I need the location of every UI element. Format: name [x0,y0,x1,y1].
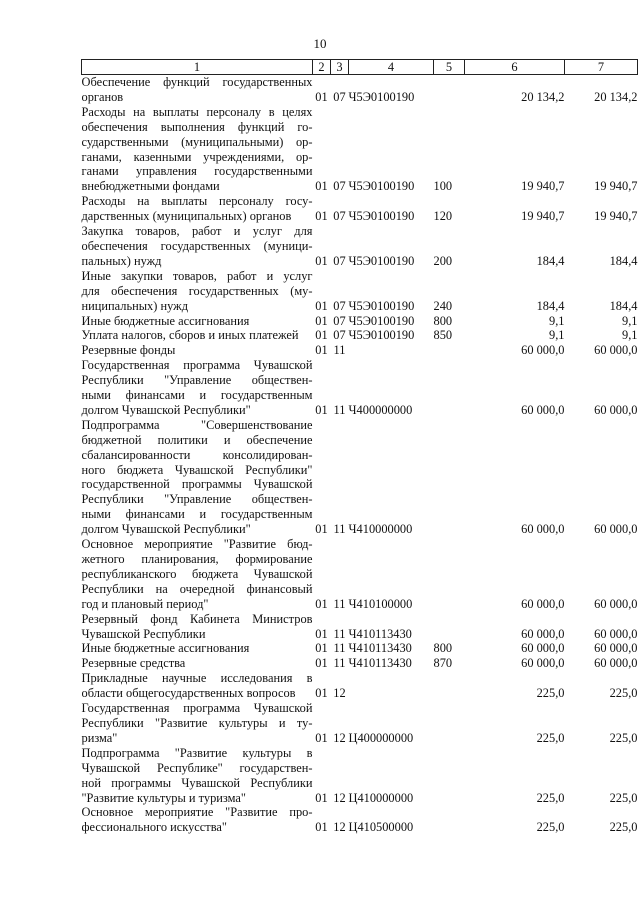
row-name-line: долгом Чувашской Республики" [81,402,251,417]
section-code: 01 [315,522,328,537]
expense-type-code [434,358,465,418]
row-name-line: Республики на очередной финансовый [81,581,313,596]
expense-type-code [434,343,465,358]
expense-type-code: 120 [433,209,453,224]
row-name-line: бюджетной политики и обеспечение [81,432,313,447]
subsection-code: 12 [333,730,346,745]
expense-type-code: 100 [433,179,453,194]
row-name [82,194,313,224]
row-name-line: для обеспечения государственных (му- [81,283,313,298]
row-name-line: ного бюджета Чувашской Республики" [81,462,313,477]
amount-col-6: 9,1 [549,328,565,343]
amount-col-7: 225,0 [609,686,638,701]
row-name-line: дарственных (муниципальных) органов [81,209,292,224]
section-code: 01 [315,209,328,224]
row-name-line: сударственными (муниципальными) ор- [81,134,313,149]
column-header: 4 [349,60,434,75]
row-name-line: ниципальных) нужд [81,298,189,313]
row-name-line: внебюджетными фондами [81,179,220,194]
target-article-code: Ч400000000 [348,402,413,417]
table-row [82,671,638,701]
row-name [82,224,313,269]
section-code: 01 [315,730,328,745]
subsection-code: 11 [333,402,346,417]
table-row [82,641,638,656]
row-name-line: ганами, казенными учреждениями, ор- [81,149,313,164]
amount-col-7: 225,0 [609,790,638,805]
subsection-code: 11 [333,626,346,641]
target-article-code: Ч5Э0100190 [348,313,415,328]
row-name-line: Расходы на выплаты персоналу госу- [81,194,313,209]
amount-col-7: 225,0 [609,820,638,835]
amount-col-7: 9,1 [622,328,638,343]
row-name-line: государственной программы Чувашской [81,477,313,492]
target-article-code [349,343,434,358]
table-row [82,343,638,358]
expense-type-code [434,805,465,835]
table-row [82,314,638,329]
subsection-code: 07 [333,253,346,268]
row-name [82,418,313,537]
row-name [82,612,313,642]
section-code: 01 [315,253,328,268]
column-header: 5 [434,60,465,75]
amount-col-6: 225,0 [536,790,565,805]
row-name [82,328,313,343]
amount-col-6: 225,0 [536,820,565,835]
row-name-line: Резервные фонды [81,343,176,358]
row-name-line: год и плановый период" [81,596,209,611]
subsection-code: 07 [333,209,346,224]
section-code: 01 [315,313,328,328]
subsection-code: 07 [333,179,346,194]
subsection-code: 12 [333,820,346,835]
row-name-line: Иные бюджетные ассигнования [81,313,250,328]
target-article-code: Ч410113430 [348,656,412,671]
expense-type-code [434,612,465,642]
expense-type-code [434,537,465,612]
section-code: 01 [315,686,328,701]
target-article-code: Ч5Э0100190 [348,179,415,194]
row-name-line: Чувашской Республики [81,626,206,641]
row-name [82,805,313,835]
expense-type-code [434,75,465,105]
amount-col-7: 60 000,0 [594,522,638,537]
table-row [82,269,638,314]
section-code: 01 [315,89,328,104]
subsection-code: 11 [333,522,346,537]
amount-col-7: 60 000,0 [594,626,638,641]
section-code: 01 [315,402,328,417]
amount-col-7: 184,4 [609,298,638,313]
amount-col-7: 20 134,2 [594,89,638,104]
row-name-line: "Развитие культуры и туризма" [81,790,246,805]
row-name [82,671,313,701]
expense-type-code: 800 [433,313,453,328]
section-code: 01 [315,298,328,313]
table-row [82,537,638,612]
section-code: 01 [315,656,328,671]
section-code: 01 [315,343,328,358]
row-name-line: пальных) нужд [81,253,162,268]
table-row [82,328,638,343]
column-header: 2 [313,60,331,75]
table-row [82,805,638,835]
row-name-line: обеспечения государственных (муници- [81,238,313,253]
section-code: 01 [315,328,328,343]
target-article-code: Ч410000000 [348,522,413,537]
row-name-line: Обеспечение функций государственных [81,75,313,89]
expense-type-code: 850 [433,328,453,343]
section-code: 01 [315,641,328,656]
row-name-line: Подпрограмма "Развитие культуры в [81,745,313,760]
row-name [82,105,313,194]
section-code: 01 [315,596,328,611]
row-name [82,75,313,105]
row-name-line: жетного планирования, формирование [81,552,313,566]
row-name [82,641,313,656]
row-name-line: ризма" [81,730,118,745]
row-name-line: Республики "Управление обществен- [81,492,313,507]
budget-table [81,59,638,835]
target-article-code: Ч5Э0100190 [348,298,415,313]
subsection-code: 11 [333,641,346,656]
target-article-code: Ч410113430 [348,641,412,656]
row-name-line: Резервные средства [81,656,186,671]
subsection-code: 11 [333,596,346,611]
subsection-code: 07 [333,298,346,313]
table-row [82,612,638,642]
amount-col-6: 60 000,0 [521,626,565,641]
table-row [82,746,638,806]
column-header: 7 [565,60,638,75]
expense-type-code: 800 [433,641,453,656]
column-header: 3 [331,60,349,75]
amount-col-7: 225,0 [609,730,638,745]
target-article-code: Ч410113430 [348,626,412,641]
amount-col-6: 225,0 [536,730,565,745]
target-article-code: Ч410100000 [348,596,413,611]
table-row [82,194,638,224]
target-article-code [349,671,434,701]
page-number: 10 [313,36,327,51]
amount-col-6: 184,4 [536,253,565,268]
table-row [82,75,638,105]
amount-col-6: 19 940,7 [521,179,565,194]
expense-type-code [434,418,465,537]
row-name-line: сбалансированности консолидирован- [81,447,313,462]
expense-type-code: 200 [433,253,453,268]
amount-col-6: 60 000,0 [521,402,565,417]
amount-col-7: 184,4 [609,253,638,268]
row-name [82,358,313,418]
target-article-code: Ц400000000 [348,730,414,745]
target-article-code: Ч5Э0100190 [348,209,415,224]
amount-col-6: 60 000,0 [521,522,565,537]
expense-type-code: 870 [433,656,453,671]
amount-col-6: 19 940,7 [521,209,565,224]
table-row [82,656,638,671]
row-name [82,269,313,314]
expense-type-code: 240 [433,298,453,313]
table-row [82,418,638,537]
subsection-code: 07 [333,89,346,104]
row-name-line: Чувашской Республике" государствен- [81,760,313,775]
row-name-line: области общегосударственных вопросов [81,686,296,701]
row-name [82,701,313,746]
row-name-line: долгом Чувашской Республики" [81,522,251,537]
expense-type-code [434,701,465,746]
row-name-line: Республики "Управление обществен- [81,373,313,388]
target-article-code: Ч5Э0100190 [348,328,415,343]
amount-col-7: 60 000,0 [594,596,638,611]
row-name-line: Основное мероприятие "Развитие бюд- [81,537,313,552]
amount-col-6: 60 000,0 [521,596,565,611]
row-name-line: фессионального искусства" [81,820,227,835]
target-article-code: Ц410500000 [348,820,414,835]
table-body [82,75,638,836]
section-code: 01 [315,820,328,835]
subsection-code: 12 [333,790,346,805]
amount-col-7: 19 940,7 [594,179,638,194]
amount-col-6: 20 134,2 [521,89,565,104]
subsection-code: 07 [333,313,346,328]
target-article-code: Ч5Э0100190 [348,253,415,268]
amount-col-6: 9,1 [549,313,565,328]
row-name [82,537,313,612]
row-name-line: органов [81,89,124,104]
row-name-line: ганами управления государственными [81,164,313,179]
row-name-line: ной программы Чувашской Республики [81,775,313,790]
column-header: 1 [82,60,313,75]
row-name-line: Государственная программа Чувашской [81,701,313,716]
amount-col-6: 225,0 [536,686,565,701]
row-name [82,746,313,806]
row-name-line: Подпрограмма "Совершенствование [81,417,313,432]
amount-col-7: 60 000,0 [594,402,638,417]
section-code: 01 [315,626,328,641]
expense-type-code [434,671,465,701]
subsection-code: 12 [333,686,346,701]
table-row [82,358,638,418]
row-name-line: ными финансами и государственным [81,507,313,522]
amount-col-6: 60 000,0 [521,641,565,656]
amount-col-6: 60 000,0 [521,343,565,358]
row-name [82,343,313,358]
row-name-line: республиканского бюджета Чувашской [81,566,313,581]
row-name-line: Основное мероприятие "Развитие про- [81,805,313,820]
section-code: 01 [315,790,328,805]
amount-col-6: 184,4 [536,298,565,313]
table-header-row [82,60,638,75]
table-row [82,701,638,746]
target-article-code: Ч5Э0100190 [348,89,415,104]
row-name-line: Закупка товаров, работ и услуг для [81,224,313,239]
amount-col-6: 60 000,0 [521,656,565,671]
row-name [82,314,313,329]
row-name-line: Иные бюджетные ассигнования [81,641,250,656]
row-name-line: Республики "Развитие культуры и ту- [81,715,313,730]
column-header: 6 [465,60,565,75]
amount-col-7: 9,1 [622,313,638,328]
table-row [82,224,638,269]
subsection-code: 11 [333,656,346,671]
amount-col-7: 19 940,7 [594,209,638,224]
row-name-line: Уплата налогов, сборов и иных платежей [81,328,299,343]
row-name-line: Резервный фонд Кабинета Министров [81,611,313,626]
row-name-line: обеспечения выполнения функций го- [81,119,313,134]
amount-col-7: 60 000,0 [594,343,638,358]
subsection-code: 07 [333,328,346,343]
row-name-line: Расходы на выплаты персоналу в целях [81,104,313,119]
expense-type-code [434,746,465,806]
target-article-code: Ц410000000 [348,790,414,805]
subsection-code: 11 [333,343,346,358]
amount-col-7: 60 000,0 [594,641,638,656]
row-name-line: Прикладные научные исследования в [81,671,313,686]
row-name-line: Иные закупки товаров, работ и услуг [81,268,313,283]
row-name-line: Государственная программа Чувашской [81,358,313,373]
table-row [82,105,638,194]
amount-col-7: 60 000,0 [594,656,638,671]
row-name-line: ными финансами и государственным [81,388,313,403]
section-code: 01 [315,179,328,194]
row-name [82,656,313,671]
